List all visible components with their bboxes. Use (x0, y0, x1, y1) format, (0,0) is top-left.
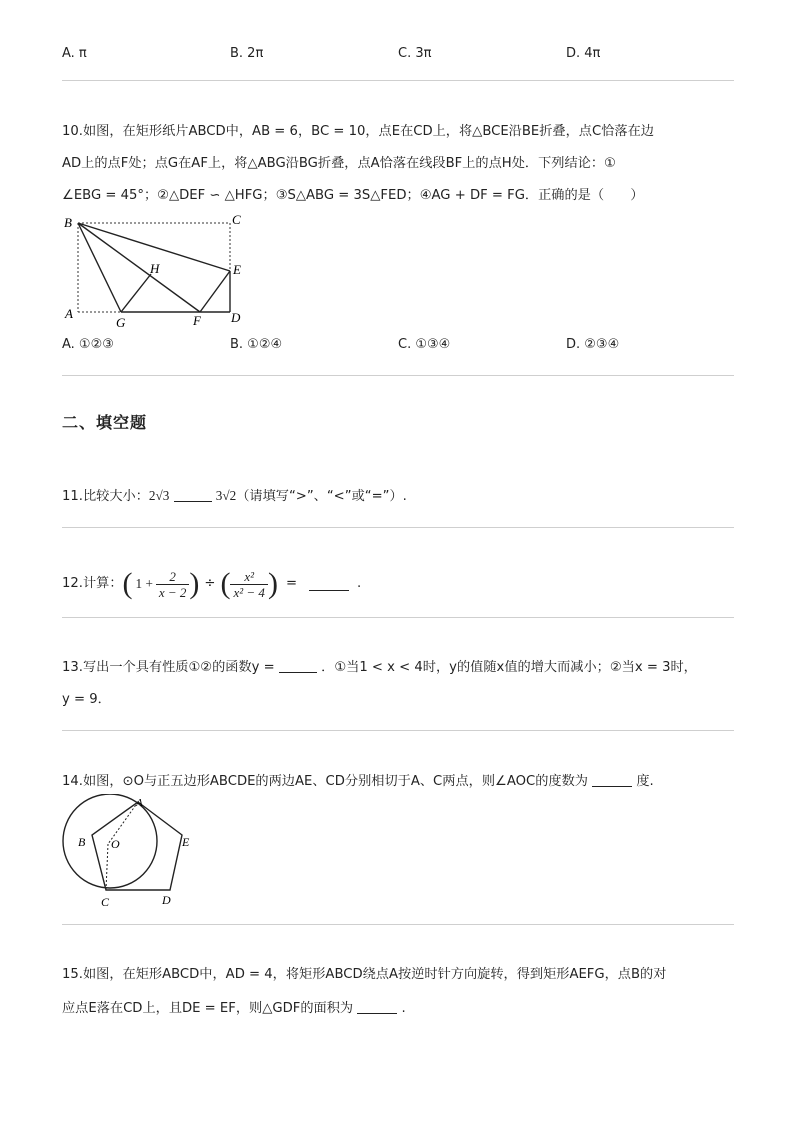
q9-option-c: C. 3π (398, 46, 432, 61)
q10-label-e: E (233, 262, 241, 277)
divider (62, 80, 734, 81)
q10-line-fe (200, 271, 230, 312)
q14-label-d: D (162, 893, 171, 907)
q12-paren-open: ( (122, 567, 133, 600)
q10-option-d: D. ②③④ (566, 337, 620, 352)
q12-fraction-1 (156, 569, 190, 600)
q10-label-f: F (193, 313, 201, 328)
q13-text-line1 (62, 658, 697, 678)
q15-text-a: 应点E落在CD上，且DE = EF，则△GDF的面积为 (62, 1001, 354, 1016)
q15-answer-blank[interactable] (357, 1001, 397, 1014)
q10-label-a: A (65, 306, 73, 321)
q10-line-bf (78, 223, 200, 312)
q9-option-b: B. 2π (230, 46, 264, 61)
q12-answer-blank[interactable] (309, 578, 349, 591)
q11-question (62, 486, 407, 507)
q10-line-gh (121, 274, 151, 312)
q10-text-line3: ∠EBG = 45°；②△DEF ∽ △HFG；③S△ABG = 3S△FED；④AG + DF = FG．正确的是（ ） (62, 188, 644, 203)
q10-option-a: A. ①②③ (62, 337, 114, 352)
q15-text-line2 (62, 999, 406, 1019)
q14-radius-oc (106, 844, 108, 890)
q14-label-c: C (101, 895, 110, 909)
q12-end-period: . (357, 576, 362, 591)
q10-text-line2: AD上的点F处；点G在AF上，将△ABG沿BG折叠，点A恰落在线段BF上的点H处．下列结论：① (62, 156, 616, 171)
divider (62, 924, 734, 925)
q10-line-bg (78, 223, 121, 312)
q10-text-line1: 10.如图，在矩形纸片ABCD中，AB = 6，BC = 10，点E在CD上，将△BCE沿BE折叠，点C恰落在边 (62, 124, 654, 139)
q14-text-a: 14.如图，⊙O与正五边形ABCDE的两边AE、CD分别相切于A、C两点，则∠AOC的度数为 (62, 774, 588, 789)
q10-option-b: B. ①②④ (230, 337, 283, 352)
q10-label-d: D (231, 310, 241, 325)
q12-f2-numerator: x² (230, 569, 267, 585)
q12-question (62, 564, 361, 604)
q13-text-b: ．①当1 < x < 4时，y的值随x值的增大而减小；②当x = 3时， (321, 660, 697, 675)
q11-right-value: 3√2 (215, 488, 237, 503)
q12-equals-sign: = (285, 576, 297, 591)
q12-prefix: 12.计算： (62, 576, 123, 591)
q14-figure (58, 794, 208, 912)
q14-label-o: O (111, 837, 120, 851)
q10-label-b: B (64, 215, 72, 230)
divider (62, 730, 734, 731)
q12-f1-denominator: x − 2 (158, 584, 187, 600)
q10-label-g: G (116, 315, 126, 330)
q14-text (62, 772, 654, 792)
q10-option-c: C. ①③④ (398, 337, 451, 352)
q12-paren-close: ) (189, 567, 200, 600)
q12-f2-denominator: x² − 4 (233, 584, 265, 600)
q14-text-b: 度. (636, 774, 654, 789)
q12-one-plus: 1 + (135, 576, 153, 591)
q10-figure (58, 208, 258, 334)
q14-pentagon (92, 802, 182, 890)
divider (62, 527, 734, 528)
q12-divide-sign: ÷ (204, 576, 216, 591)
q12-paren-close: ) (267, 567, 278, 600)
q10-label-c: C (232, 212, 241, 227)
q12-fraction-2 (230, 569, 267, 600)
q14-label-b: B (78, 835, 86, 849)
q11-suffix: （请填写“>”、“<”或“=”）. (236, 489, 407, 504)
q11-prefix: 11.比较大小： (62, 489, 149, 504)
q12-f1-numerator: 2 (156, 569, 190, 585)
q15-text-b: . (401, 1001, 406, 1016)
q13-text-line2: y = 9． (62, 692, 111, 707)
q14-answer-blank[interactable] (592, 774, 632, 787)
q9-option-d: D. 4π (566, 46, 601, 61)
divider (62, 375, 734, 376)
q12-paren-open: ( (220, 567, 231, 600)
q10-label-h: H (150, 261, 160, 276)
q11-left-value: 2√3 (148, 488, 170, 503)
q13-text-a: 13.写出一个具有性质①②的函数y = (62, 660, 275, 675)
q14-label-a: A (136, 797, 143, 809)
q11-answer-blank[interactable] (174, 489, 212, 502)
q14-label-e: E (182, 835, 190, 849)
q15-text-line1: 15.如图，在矩形ABCD中，AD = 4，将矩形ABCD绕点A按逆时针方向旋转，得到矩形AEFG，点B的对 (62, 967, 667, 982)
divider (62, 617, 734, 618)
section-title: 二、填空题 (62, 413, 148, 432)
q13-answer-blank[interactable] (279, 660, 317, 673)
q9-option-a: A. π (62, 46, 87, 61)
